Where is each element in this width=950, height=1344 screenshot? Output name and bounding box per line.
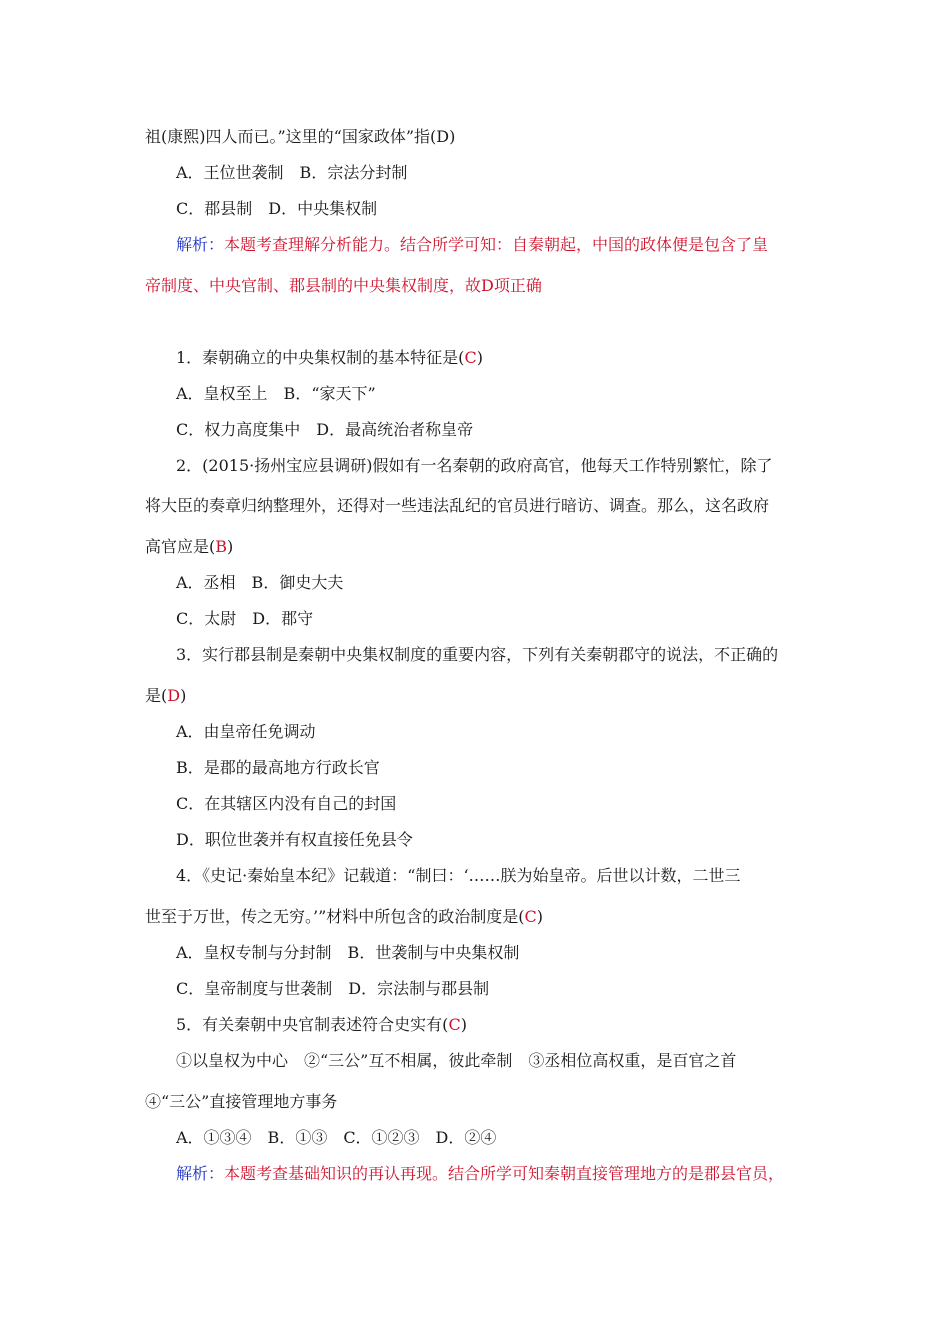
question-close: ) <box>227 537 234 556</box>
analysis-line <box>176 1163 784 1185</box>
answer-letter: C <box>448 1015 461 1034</box>
option-line: A．王位世袭制 B．宗法分封制 <box>176 163 408 182</box>
question-text: 是( <box>145 686 168 705</box>
question-text: 1．秦朝确立的中央集权制的基本特征是( <box>176 348 465 367</box>
question-text: 世至于万世，传之无穷。’”材料中所包含的政治制度是( <box>145 907 525 926</box>
option-line: A．①③④ B．①③ C．①②③ D．②④ <box>176 1128 497 1147</box>
analysis-label: 解析： <box>176 235 225 254</box>
question-4: 4．《史记·秦始皇本纪》记载道：“制曰：‘……朕为始皇帝。后世以计数，二世三 <box>176 866 741 885</box>
analysis-text: 本题考查基础知识的再认再现。结合所学可知秦朝直接管理地方的是郡县官员， <box>224 1164 785 1183</box>
answer-letter: C <box>464 348 477 367</box>
option-line: A．丞相 B．御史大夫 <box>176 573 344 592</box>
text-line: 将大臣的奏章归纳整理外，还得对一些违法乱纪的官员进行暗访、调查。那么，这名政府 <box>145 496 770 515</box>
text-line <box>145 906 543 928</box>
analysis-text: 帝制度、中央官制、郡县制的中央集权制度，故D项正确 <box>145 276 542 295</box>
question-close: ) <box>536 907 544 926</box>
option-line: C．郡县制 D．中央集权制 <box>176 199 378 218</box>
option-line: C．皇帝制度与世袭制 D．宗法制与郡县制 <box>176 979 490 998</box>
answer-letter: B <box>215 537 228 556</box>
option-line: C．在其辖区内没有自己的封国 <box>176 794 397 813</box>
statement-line: ④“三公”直接管理地方事务 <box>145 1092 338 1111</box>
text-line: 祖(康熙)四人而已。”这里的“国家政体”指(D) <box>145 127 456 146</box>
option-line: A．皇权专制与分封制 B．世袭制与中央集权制 <box>176 943 520 962</box>
option-line: A．由皇帝任免调动 <box>176 722 316 741</box>
question-text: 高官应是( <box>145 537 216 556</box>
statement-line: ①以皇权为中心 ②“三公”互不相属，彼此牵制 ③丞相位高权重，是百官之首 <box>176 1051 737 1070</box>
answer-letter: D <box>167 686 181 705</box>
option-line: A．皇权至上 B．“家天下” <box>176 384 376 403</box>
option-line: C．权力高度集中 D．最高统治者称皇帝 <box>176 420 474 439</box>
question-close: ) <box>460 1015 467 1034</box>
option-line: C．太尉 D．郡守 <box>176 609 314 628</box>
text-line <box>145 685 186 707</box>
analysis-label: 解析： <box>176 1164 225 1183</box>
text-line <box>145 536 233 558</box>
question-close: ) <box>180 686 187 705</box>
question-2: 2．(2015·扬州宝应县调研)假如有一名秦朝的政府高官，他每天工作特别繁忙，除了 <box>176 456 773 475</box>
analysis-text: 本题考查理解分析能力。结合所学可知：自秦朝起，中国的政体便是包含了皇 <box>224 235 769 254</box>
question-3: 3．实行郡县制是秦朝中央集权制度的重要内容，下列有关秦朝郡守的说法，不正确的 <box>176 645 779 664</box>
option-line: D．职位世袭并有权直接任免县令 <box>176 830 413 849</box>
question-5 <box>176 1014 467 1036</box>
question-1 <box>176 347 483 369</box>
answer-letter: C <box>524 907 537 926</box>
question-text: 5．有关秦朝中央官制表述符合史实有( <box>176 1015 449 1034</box>
option-line: B．是郡的最高地方行政长官 <box>176 758 380 777</box>
question-close: ) <box>476 348 483 367</box>
analysis-line <box>176 234 768 256</box>
